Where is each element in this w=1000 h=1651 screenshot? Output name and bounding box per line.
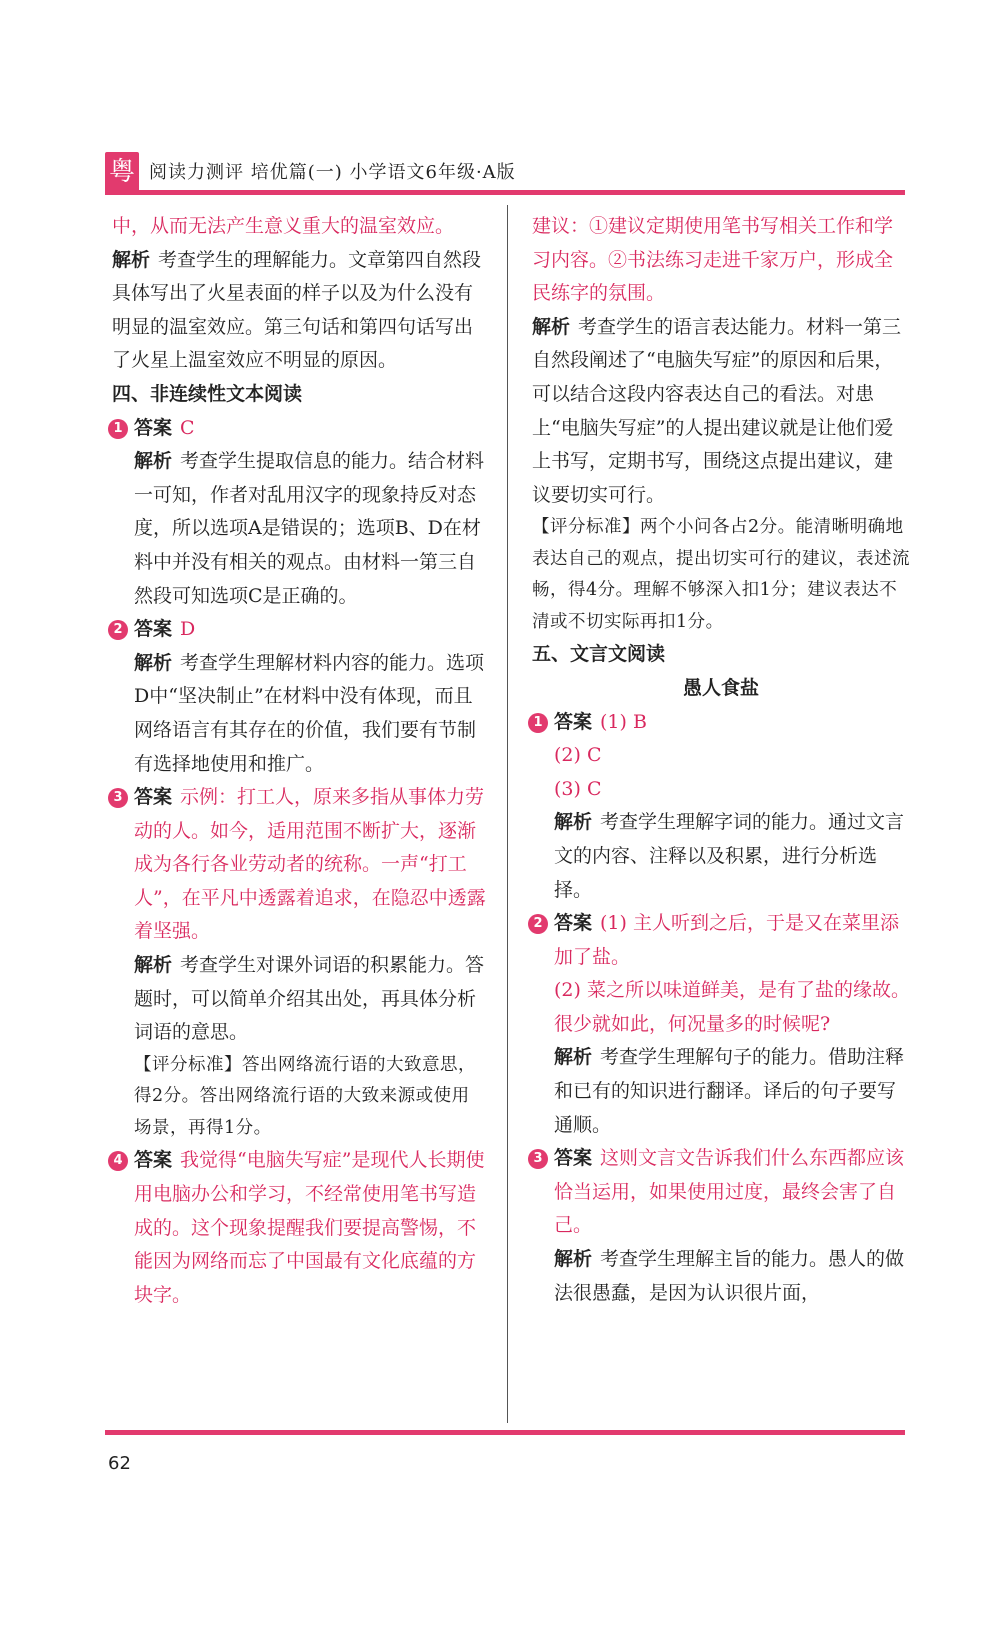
- continued-answer: 中，从而无法产生意义重大的温室效应。: [112, 215, 455, 237]
- answer-label: 答案: [554, 912, 593, 935]
- analysis-text: 考查学生的理解能力。文章第四自然段具体写出了火星表面的样子以及为什么没有明显的温室效应。第三句话和第四句话写出了火星上温室效应不明显的原因。: [112, 248, 482, 372]
- column-divider: [507, 205, 508, 1423]
- analysis-block: [532, 1041, 910, 1142]
- analysis-text: 考查学生提取信息的能力。结合材料一可知，作者对乱用汉字的现象持反对态度，所以选项A是错误的；选项B、D在材料中并没有相关的观点。由材料一第三自然段可知选项C是正确的。: [134, 450, 485, 607]
- passage-title: 愚人食盐: [682, 676, 759, 699]
- question-2: [532, 907, 910, 974]
- analysis-block: [532, 311, 910, 513]
- question-2: [112, 613, 487, 647]
- analysis-label: 解析: [554, 811, 593, 834]
- answer-label: 答案: [134, 786, 173, 809]
- page-header: [105, 152, 905, 194]
- number-badge-icon: 2: [108, 620, 128, 640]
- analysis-label: 解析: [554, 1248, 593, 1271]
- answer-text: (2) 菜之所以味道鲜美，是有了盐的缘故。很少就如此，何况量多的时候呢?: [554, 979, 910, 1035]
- logo-icon: 粤: [105, 152, 139, 192]
- section-heading: 四、非连续性文本阅读: [112, 382, 303, 405]
- header-title: 阅读力测评 培优篇(一) 小学语文6年级·A版: [149, 162, 516, 183]
- answer-text: 示例：打工人，原来多指从事体力劳动的人。如今，适用范围不断扩大，逐渐成为各行各业劳动者的统称。一声“打工人”，在平凡中透露着追求，在隐忍中透露着坚强。: [134, 786, 486, 943]
- answer-label: 答案: [554, 710, 593, 733]
- analysis-block: [112, 244, 487, 378]
- number-badge-icon: 2: [528, 914, 548, 934]
- analysis-text: 考查学生理解主旨的能力。愚人的做法很愚蠢，是因为认识很片面，: [554, 1248, 905, 1304]
- question-1: [532, 706, 910, 740]
- scoring-standard: 【评分标准】两个小问各占2分。能清晰明确地表达自己的观点，提出切实可行的建议，表述流畅，得4分。理解不够深入扣1分；建议表达不清或不切实际再扣1分。: [532, 517, 910, 632]
- number-badge-icon: 3: [108, 788, 128, 808]
- analysis-block: [532, 1243, 910, 1310]
- answer-text: D: [180, 618, 196, 641]
- answer-text: (2) C: [554, 744, 602, 767]
- continued-answer: 建议：①建议定期使用笔书写相关工作和学习内容。②书法练习走进千家万户，形成全民练字的氛围。: [532, 215, 894, 305]
- analysis-label: 解析: [134, 954, 173, 977]
- answer-label: 答案: [134, 1149, 173, 1172]
- analysis-block: [112, 445, 487, 613]
- page-number: 62: [108, 1453, 131, 1474]
- analysis-text: 考查学生理解字词的能力。通过文言文的内容、注释以及积累，进行分析选择。: [554, 811, 905, 901]
- answer-text: (1) 主人听到之后，于是又在菜里添加了盐。: [554, 912, 899, 968]
- question-3: [532, 1142, 910, 1243]
- number-badge-icon: 1: [108, 419, 128, 439]
- analysis-label: 解析: [554, 1046, 593, 1069]
- analysis-text: 考查学生理解句子的能力。借助注释和已有的知识进行翻译。译后的句子要写通顺。: [554, 1046, 905, 1136]
- answer-label: 答案: [134, 416, 173, 439]
- answer-text: (1) B: [600, 710, 647, 733]
- analysis-text: 考查学生对课外词语的积累能力。答题时，可以简单介绍其出处，再具体分析词语的意思。: [134, 954, 485, 1044]
- right-column: [532, 210, 910, 1310]
- question-4: [112, 1144, 487, 1312]
- analysis-label: 解析: [112, 248, 151, 271]
- analysis-block: [112, 647, 487, 781]
- number-badge-icon: 4: [108, 1151, 128, 1171]
- analysis-text: 考查学生理解材料内容的能力。选项D中“坚决制止”在材料中没有体现，而且网络语言有其存在的价值，我们要有节制有选择地使用和推广。: [134, 651, 485, 775]
- answer-text: C: [180, 416, 195, 439]
- answer-text: (3) C: [554, 777, 602, 800]
- footer-rule: [105, 1430, 905, 1435]
- question-1: [112, 412, 487, 446]
- question-3: [112, 781, 487, 949]
- section-heading: 五、文言文阅读: [532, 643, 666, 666]
- analysis-block: [112, 949, 487, 1050]
- number-badge-icon: 3: [528, 1149, 548, 1169]
- scoring-standard: 【评分标准】答出网络流行语的大致意思，得2分。答出网络流行语的大致来源或使用场景，再得1分。: [134, 1054, 476, 1138]
- analysis-label: 解析: [134, 651, 173, 674]
- answer-text: 我觉得“电脑失写症”是现代人长期使用电脑办公和学习，不经常使用笔书写造成的。这个现象提醒我们要提高警惕，不能因为网络而忘了中国最有文化底蕴的方块字。: [134, 1149, 485, 1306]
- analysis-text: 考查学生的语言表达能力。材料一第三自然段阐述了“电脑失写症”的原因和后果，可以结合这段内容表达自己的看法。对患上“电脑失写症”的人提出建议就是让他们爱上书写，定期书写，围绕这点提出建议，建议要切实可行。: [532, 315, 902, 506]
- analysis-label: 解析: [532, 315, 571, 338]
- answer-label: 答案: [554, 1147, 593, 1170]
- header-rule: [105, 190, 905, 195]
- analysis-label: 解析: [134, 450, 173, 473]
- number-badge-icon: 1: [528, 713, 548, 733]
- analysis-block: [532, 806, 910, 907]
- left-column: [112, 210, 487, 1312]
- answer-label: 答案: [134, 618, 173, 641]
- answer-text: 这则文言文告诉我们什么东西都应该恰当运用，如果使用过度，最终会害了自己。: [554, 1147, 905, 1237]
